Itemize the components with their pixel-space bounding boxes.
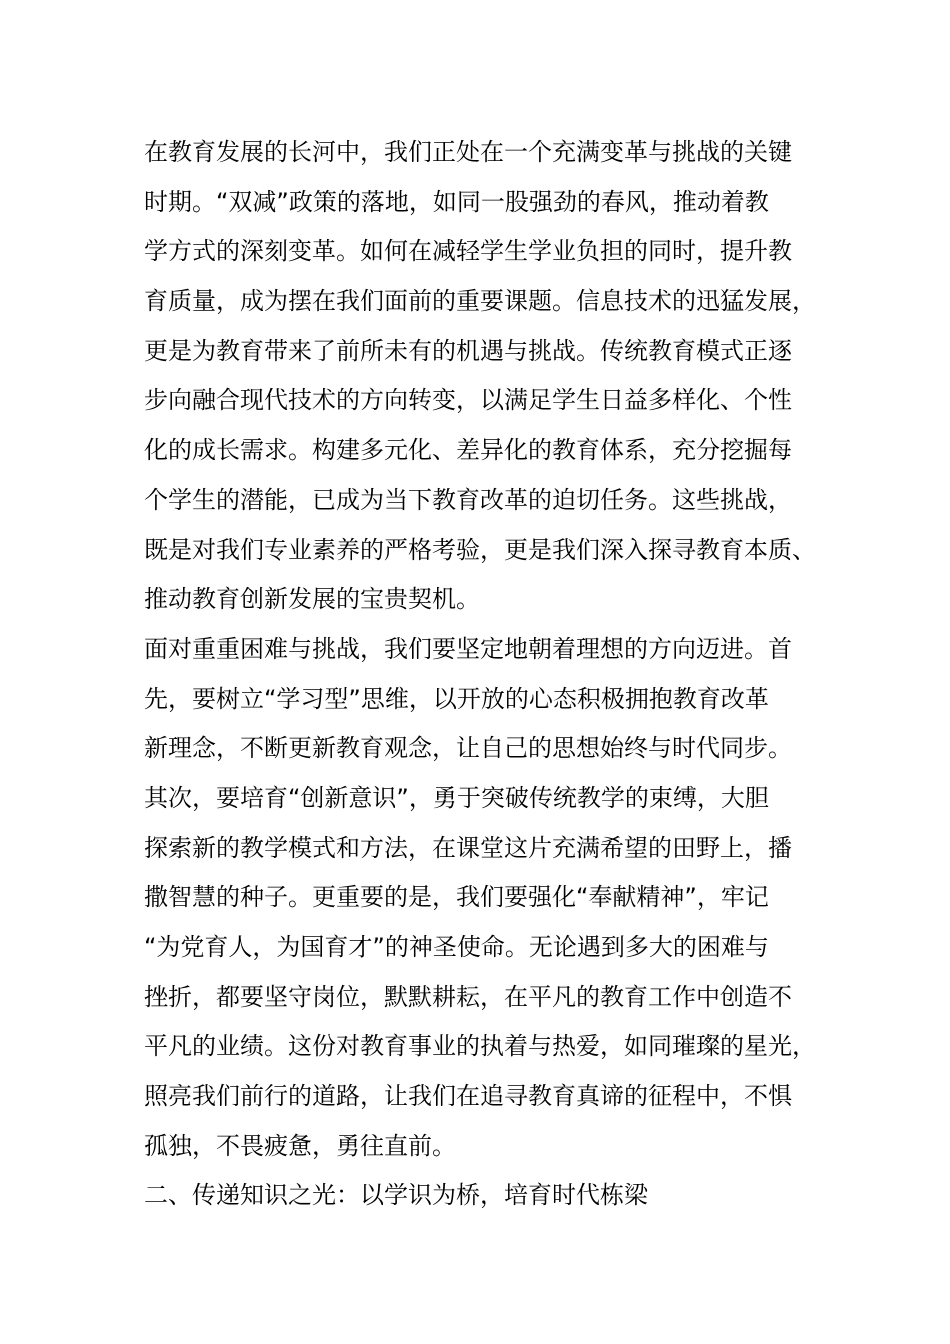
text-line: 步向融合现代技术的方向转变，以满足学生日益多样化、个性: [144, 386, 792, 415]
text-line: 化的成长需求。构建多元化、差异化的教育体系，充分挖掘每: [144, 436, 792, 465]
text-line: “为党育人，为国育才”的神圣使命。无论遇到多大的困难与: [144, 933, 769, 961]
text-line: 个学生的潜能，已成为当下教育改革的迫切任务。这些挑战，: [144, 485, 792, 514]
text-line: 孤独，不畏疲惫，勇往直前。: [144, 1131, 456, 1160]
text-line: 面对重重困难与挑战，我们要坚定地朝着理想的方向迈进。首: [144, 634, 792, 663]
text-line: 其次，要培育“创新意识”，勇于突破传统教学的束缚，大胆: [144, 783, 769, 812]
text-line: 照亮我们前行的道路，让我们在追寻教育真谛的征程中，不惧: [144, 1082, 792, 1111]
text-line: 挫折，都要坚守岗位，默默耕耘，在平凡的教育工作中创造不: [144, 982, 792, 1011]
document-body: [144, 128, 844, 1221]
text-line: 时期。“双减”政策的落地，如同一股强劲的春风，推动着教: [144, 187, 769, 216]
text-line: 既是对我们专业素养的严格考验，更是我们深入探寻教育本质、: [144, 535, 816, 564]
text-line: 撒智慧的种子。更重要的是，我们要强化“奉献精神”，牢记: [144, 883, 769, 912]
text-line: 新理念，不断更新教育观念，让自己的思想始终与时代同步。: [144, 734, 792, 763]
text-line: 更是为教育带来了前所未有的机遇与挑战。传统教育模式正逐: [144, 336, 792, 365]
text-line: 推动教育创新发展的宝贵契机。: [144, 585, 480, 614]
text-line: 学方式的深刻变革。如何在减轻学生学业负担的同时，提升教: [144, 237, 792, 266]
text-line: 平凡的业绩。这份对教育事业的执着与热爱，如同璀璨的星光，: [144, 1032, 816, 1061]
section-heading: 二、传递知识之光：以学识为桥，培育时代栋梁: [144, 1181, 648, 1210]
text-line: 在教育发展的长河中，我们正处在一个充满变革与挑战的关键: [144, 138, 792, 166]
text-line: 先，要树立“学习型”思维，以开放的心态积极拥抱教育改革: [144, 684, 769, 713]
text-line: 探索新的教学模式和方法，在课堂这片充满希望的田野上，播: [144, 833, 792, 862]
text-line: 育质量，成为摆在我们面前的重要课题。信息技术的迅猛发展，: [144, 287, 816, 316]
